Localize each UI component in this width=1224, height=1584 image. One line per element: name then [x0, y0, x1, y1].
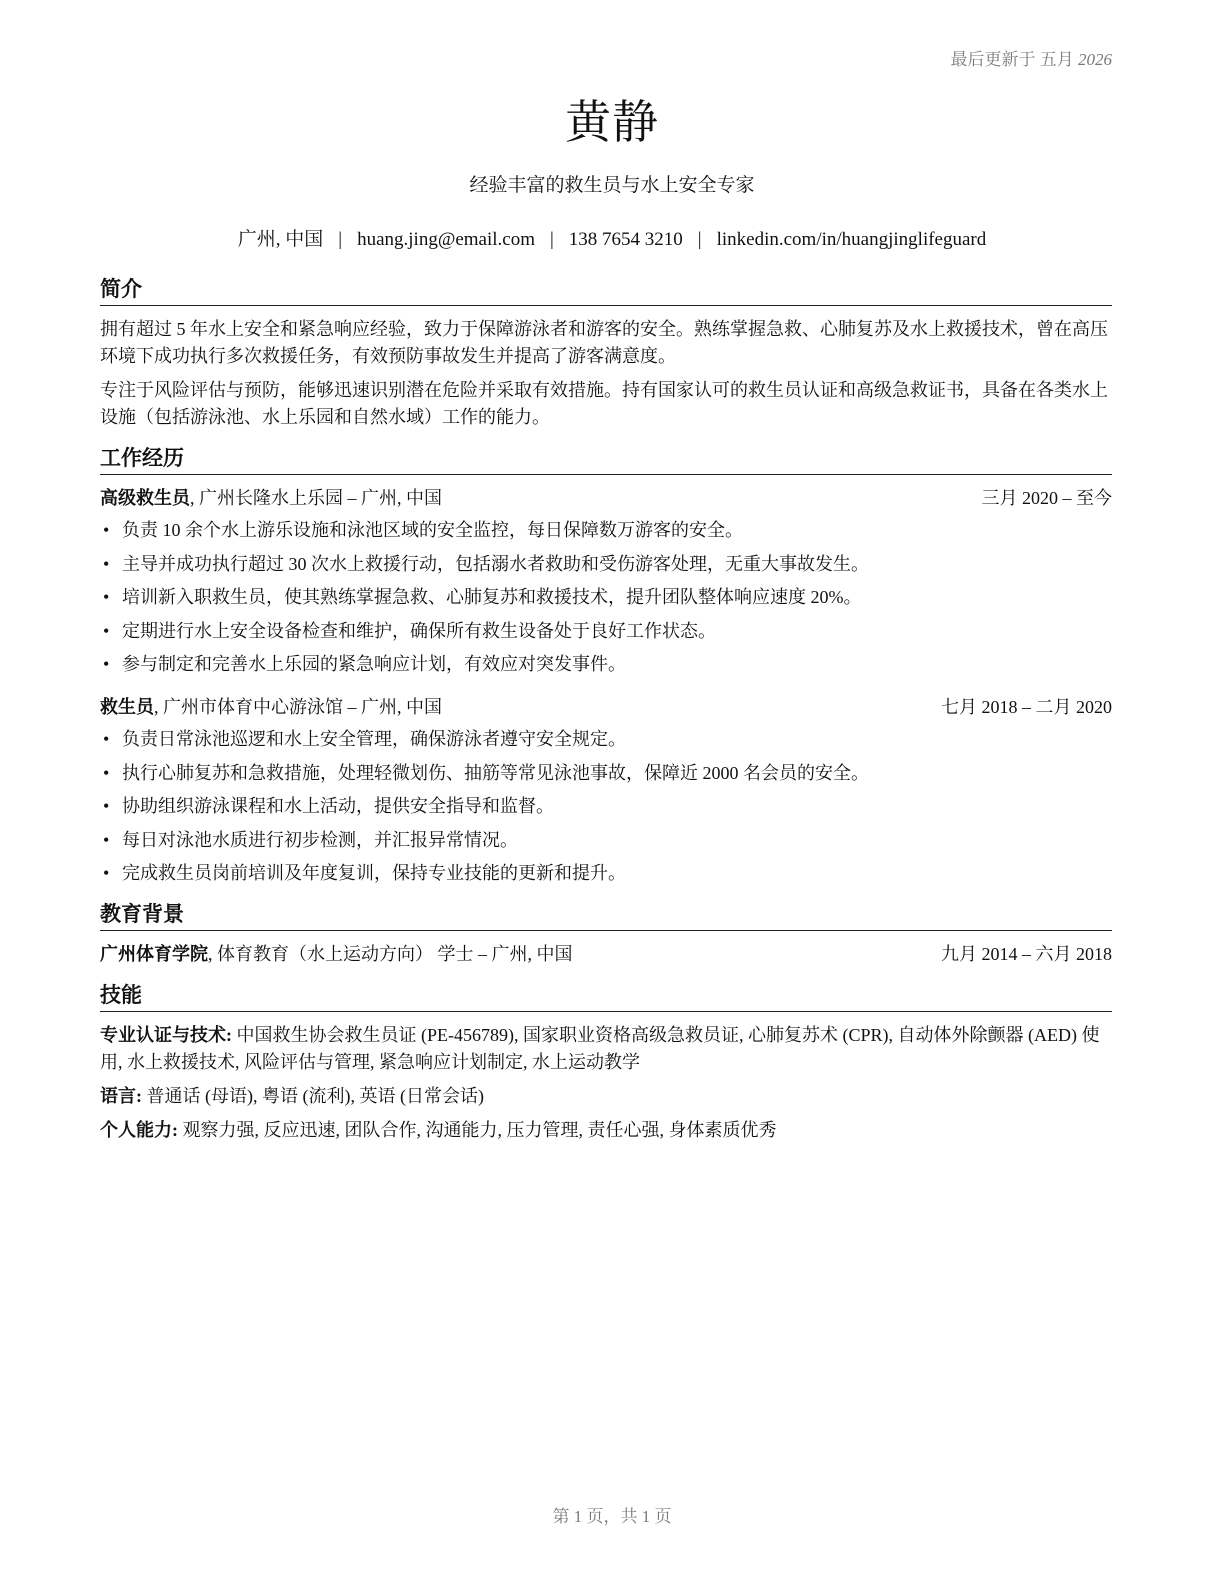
skill-label: 语言:: [100, 1086, 142, 1106]
job-bullets: [100, 517, 1112, 678]
bullet-dot: •: [103, 553, 110, 574]
skill-row: [100, 1022, 1112, 1076]
list-item: [100, 760, 1112, 787]
contact-email[interactable]: huang.jing@email.com: [357, 229, 535, 250]
contact-phone[interactable]: 138 7654 3210: [568, 229, 683, 250]
contact-linkedin[interactable]: linkedin.com/in/huangjinglifeguard: [716, 229, 987, 250]
last-updated-year: 2026: [1078, 50, 1112, 69]
bullet-dot: •: [103, 620, 110, 641]
job-role: 救生员: [100, 697, 154, 717]
bullet-dot: •: [103, 829, 110, 850]
skill-label: 个人能力:: [100, 1120, 178, 1140]
skill-value: 中国救生协会救生员证 (PE-456789), 国家职业资格高级急救员证, 心肺复苏术 (CPR), 自动体外除颤器 (AED) 使用, 水上救援技术, 风险评估与管理, 紧急响应计划制定, 水上运动教学: [100, 1025, 1100, 1072]
job-header: [100, 694, 1112, 721]
list-item: [100, 517, 1112, 544]
job-bullets: [100, 726, 1112, 887]
education-dates: 九月 2014 – 六月 2018: [941, 944, 1112, 964]
bullet-dot: •: [103, 762, 110, 783]
education-entry: [100, 941, 1112, 968]
list-item: [100, 793, 1112, 820]
skill-value: 普通话 (母语), 粤语 (流利), 英语 (日常会话): [142, 1086, 484, 1106]
list-item: [100, 584, 1112, 611]
bullet-dot: •: [103, 587, 110, 607]
bullet-dot: •: [103, 863, 110, 883]
job-dates: 七月 2018 – 二月 2020: [941, 697, 1112, 717]
list-item-text: 每日对泳池水质进行初步检测，并汇报异常情况。: [122, 829, 518, 850]
experience-title: 工作经历: [100, 445, 1112, 475]
job-dates: 三月 2020 – 至今: [981, 488, 1112, 508]
list-item: [100, 551, 1112, 578]
education-school-detail: [100, 941, 573, 968]
skill-row: [100, 1083, 1112, 1110]
list-item-text: 协助组织游泳课程和水上活动，提供安全指导和监督。: [122, 796, 554, 816]
list-item-text: 主导并成功执行超过 30 次水上救援行动，包括溺水者救助和受伤游客处理，无重大事故发生。: [122, 553, 869, 574]
bullet-dot: •: [103, 729, 110, 749]
list-item: [100, 827, 1112, 854]
job-role-org: [100, 485, 442, 512]
list-item: [100, 618, 1112, 645]
contact-separator: |: [697, 229, 702, 250]
list-item-text: 培训新入职救生员，使其熟练掌握急救、心肺复苏和救援技术，提升团队整体响应速度 20%。: [122, 587, 862, 607]
resume-content: [100, 276, 1112, 1158]
list-item-text: 定期进行水上安全设备检查和维护，确保所有救生设备处于良好工作状态。: [122, 620, 716, 641]
page-footer: 第 1 页，共 1 页: [552, 1507, 672, 1526]
summary-paragraph: 专注于风险评估与预防，能够迅速识别潜在危险并采取有效措施。持有国家认可的救生员认证和高级急救证书，具备在各类水上设施（包括游泳池、水上乐园和自然水域）工作的能力。: [100, 380, 1108, 427]
job-org: , 广州市体育中心游泳馆 – 广州, 中国: [154, 697, 442, 717]
skills-title: 技能: [100, 982, 1112, 1012]
bullet-dot: •: [103, 654, 110, 674]
job-role: 高级救生员: [100, 488, 190, 508]
resume-tagline: 经验丰富的救生员与水上安全专家: [469, 175, 755, 196]
education-detail: , 体育教育（水上运动方向） 学士 – 广州, 中国: [208, 944, 573, 964]
education-school: 广州体育学院: [100, 944, 208, 964]
experience-section: [100, 445, 1112, 887]
list-item-text: 负责日常泳池巡逻和水上安全管理，确保游泳者遵守安全规定。: [122, 729, 626, 749]
summary-title: 简介: [100, 276, 1112, 306]
last-updated: [951, 45, 1113, 70]
job-entry: [100, 485, 1112, 678]
skills-section: [100, 982, 1112, 1144]
contact-separator: |: [549, 229, 554, 250]
resume-name: 黄静: [565, 95, 659, 149]
list-item: [100, 651, 1112, 678]
summary-section: [100, 276, 1112, 431]
job-entry: [100, 694, 1112, 887]
education-section: [100, 901, 1112, 968]
job-role-org: [100, 694, 442, 721]
skill-value: 观察力强, 反应迅速, 团队合作, 沟通能力, 压力管理, 责任心强, 身体素质优秀: [178, 1120, 777, 1140]
skill-row: [100, 1117, 1112, 1144]
list-item-text: 完成救生员岗前培训及年度复训，保持专业技能的更新和提升。: [122, 863, 626, 883]
contact-separator: |: [338, 229, 343, 250]
job-org: , 广州长隆水上乐园 – 广州, 中国: [190, 488, 442, 508]
contact-line: [0, 224, 1224, 251]
last-updated-prefix: 最后更新于 五月: [950, 50, 1074, 69]
education-title: 教育背景: [100, 901, 1112, 931]
bullet-dot: •: [103, 796, 110, 816]
list-item-text: 负责 10 余个水上游乐设施和泳池区域的安全监控，每日保障数万游客的安全。: [122, 520, 743, 540]
list-item-text: 执行心肺复苏和急救措施，处理轻微划伤、抽筋等常见泳池事故，保障近 2000 名会员的安全。: [122, 762, 869, 783]
summary-paragraph: 拥有超过 5 年水上安全和紧急响应经验，致力于保障游泳者和游客的安全。熟练掌握急救、心肺复苏及水上救援技术，曾在高压环境下成功执行多次救援任务，有效预防事故发生并提高了游客满意度。: [100, 319, 1108, 366]
job-header: [100, 485, 1112, 512]
skill-label: 专业认证与技术:: [100, 1025, 232, 1045]
list-item-text: 参与制定和完善水上乐园的紧急响应计划，有效应对突发事件。: [122, 654, 626, 674]
bullet-dot: •: [103, 520, 110, 540]
contact-location: 广州, 中国: [237, 229, 324, 250]
list-item: [100, 726, 1112, 753]
list-item: [100, 860, 1112, 887]
